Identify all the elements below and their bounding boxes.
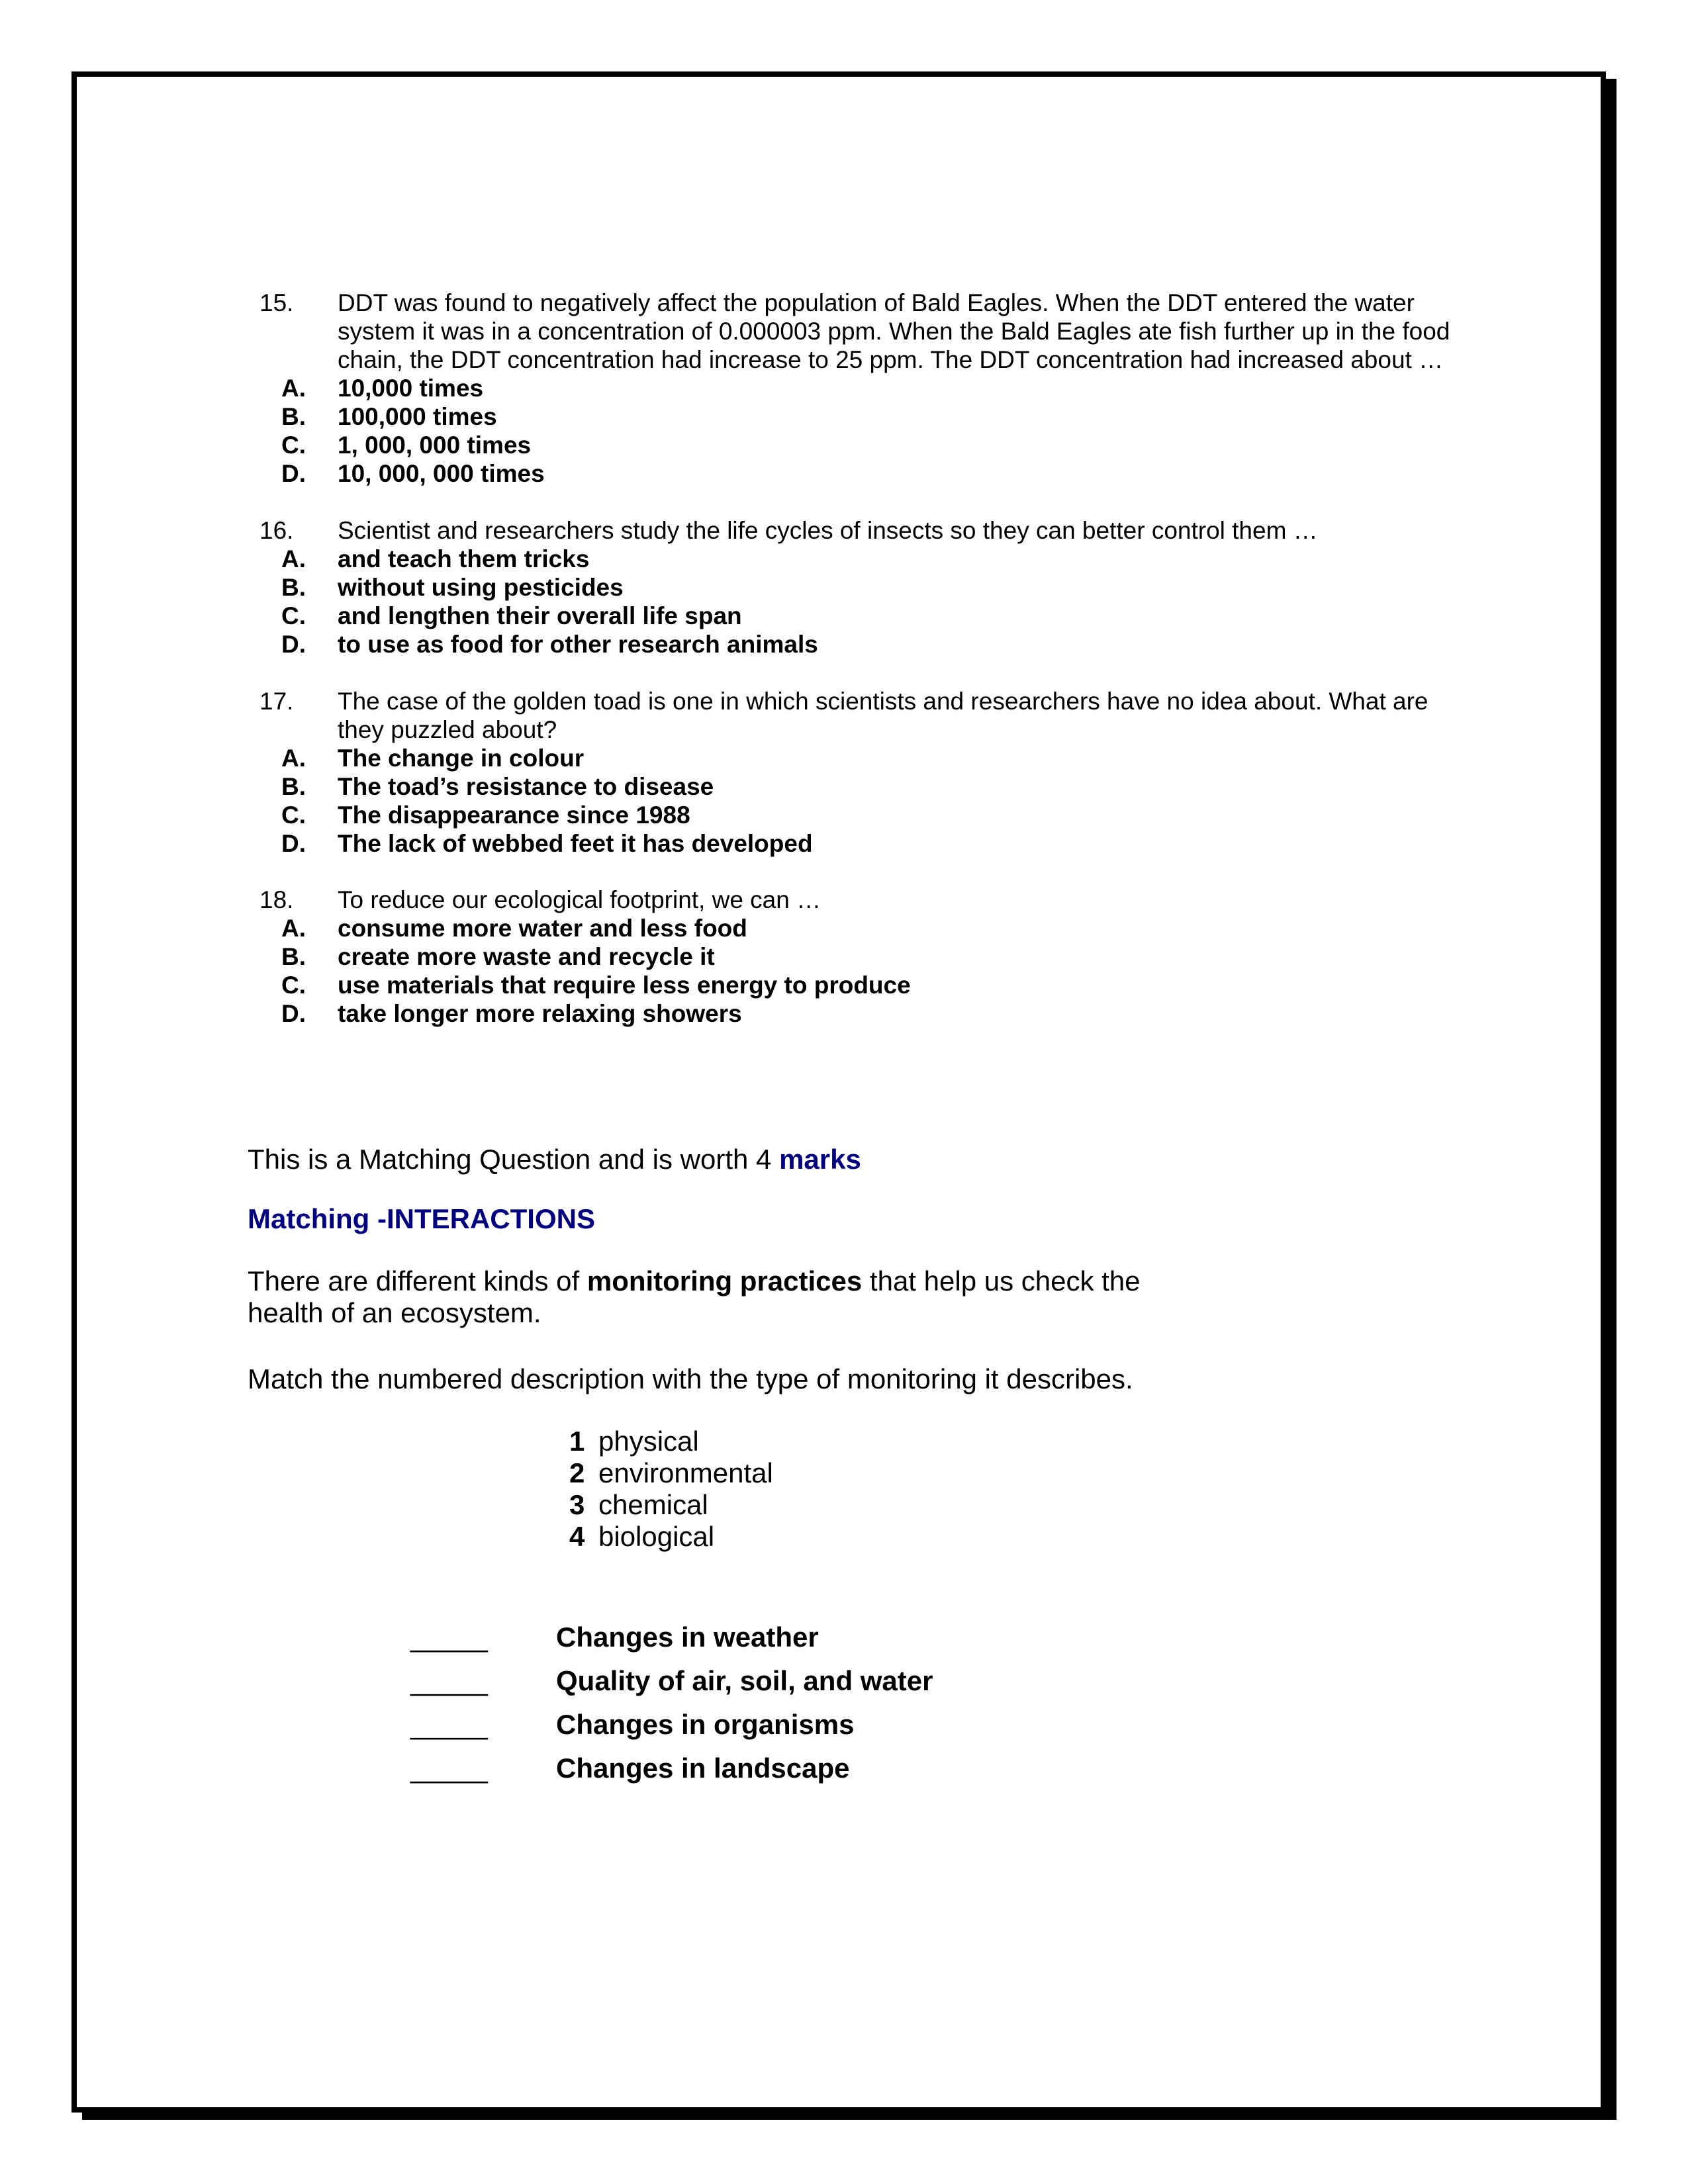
answer-option[interactable] <box>259 630 1484 659</box>
answer-option[interactable] <box>259 999 1484 1028</box>
question-16 <box>259 516 1484 659</box>
matching-instruction: Match the numbered description with the type of monitoring it describes. <box>248 1363 1133 1394</box>
option-text: and lengthen their overall life span <box>338 602 742 629</box>
legend-label: environmental <box>598 1457 773 1488</box>
legend-item <box>569 1457 773 1489</box>
answer-blank[interactable]: _____ <box>410 1665 488 1696</box>
option-text: 10,000 times <box>338 375 484 402</box>
matching-paragraph <box>248 1265 1141 1329</box>
option-text: 100,000 times <box>338 403 497 430</box>
answer-option[interactable] <box>259 459 1484 488</box>
paragraph-line <box>248 1265 1141 1297</box>
intro-marks: marks <box>779 1144 861 1175</box>
question-stem <box>338 516 1484 545</box>
option-letter: D. <box>281 830 306 857</box>
option-text: consume more water and less food <box>338 915 747 942</box>
legend-number: 2 <box>569 1457 585 1488</box>
answer-option[interactable] <box>259 971 1484 999</box>
question-stem <box>338 289 1484 374</box>
para-text-before: There are different kinds of <box>248 1265 580 1297</box>
option-letter: A. <box>281 915 306 942</box>
option-text: create more waste and recycle it <box>338 943 715 970</box>
option-text: without using pesticides <box>338 574 624 601</box>
matching-description: Changes in landscape <box>556 1752 850 1784</box>
option-text: 1, 000, 000 times <box>338 432 532 459</box>
para-bold-term: monitoring practices <box>586 1265 863 1297</box>
intro-text: This is a Matching Question and is worth 4 <box>248 1144 772 1175</box>
legend-label: physical <box>598 1426 699 1457</box>
matching-description: Changes in organisms <box>556 1709 855 1740</box>
answer-option[interactable] <box>259 402 1484 431</box>
answer-option[interactable] <box>259 829 1484 858</box>
matching-row <box>410 1709 933 1752</box>
option-letter: C. <box>281 432 306 459</box>
stem-line: Scientist and researchers study the life cycles of insects so they can better control them … <box>338 517 1318 544</box>
option-letter: B. <box>281 943 306 970</box>
stem-line: To reduce our ecological footprint, we can … <box>338 886 821 913</box>
option-letter: D. <box>281 631 306 658</box>
question-number: 18. <box>259 886 294 913</box>
stem-line: The case of the golden toad is one in which scientists and researchers have no idea about. What are <box>338 688 1429 715</box>
answer-option[interactable] <box>259 942 1484 971</box>
matching-description: Changes in weather <box>556 1621 819 1653</box>
question-15 <box>259 289 1484 488</box>
question-number: 15. <box>259 289 294 316</box>
monitoring-types-legend <box>569 1426 773 1553</box>
option-letter: C. <box>281 801 306 829</box>
stem-line: chain, the DDT concentration had increase to 25 ppm. The DDT concentration had increased about … <box>338 346 1444 373</box>
option-letter: A. <box>281 375 306 402</box>
answer-option[interactable] <box>259 573 1484 602</box>
question-18 <box>259 886 1484 1028</box>
matching-row <box>410 1752 933 1796</box>
answer-blank[interactable]: _____ <box>410 1752 488 1784</box>
legend-number: 1 <box>569 1426 585 1457</box>
legend-item <box>569 1521 773 1553</box>
legend-item <box>569 1489 773 1521</box>
stem-line: they puzzled about? <box>338 716 557 743</box>
option-letter: B. <box>281 773 306 800</box>
question-stem-row <box>259 516 1484 545</box>
matching-description: Quality of air, soil, and water <box>556 1665 933 1696</box>
answer-option[interactable] <box>259 801 1484 829</box>
answer-blank[interactable]: _____ <box>410 1621 488 1653</box>
option-letter: D. <box>281 460 306 487</box>
answer-blank[interactable]: _____ <box>410 1709 488 1740</box>
matching-items <box>410 1621 933 1796</box>
option-text: The disappearance since 1988 <box>338 801 690 829</box>
answer-option[interactable] <box>259 772 1484 801</box>
answer-option[interactable] <box>259 744 1484 772</box>
option-letter: B. <box>281 574 306 601</box>
option-text: 10, 000, 000 times <box>338 460 545 487</box>
matching-row <box>410 1621 933 1665</box>
answer-option[interactable] <box>259 431 1484 459</box>
question-stem <box>338 687 1484 744</box>
answer-option[interactable] <box>259 545 1484 573</box>
question-stem-row <box>259 687 1484 744</box>
stem-line: DDT was found to negatively affect the population of Bald Eagles. When the DDT entered the water <box>338 289 1415 316</box>
option-text: The lack of webbed feet it has developed <box>338 830 813 857</box>
option-text: The toad’s resistance to disease <box>338 773 714 800</box>
paragraph-line: health of an ecosystem. <box>248 1297 541 1328</box>
question-stem-row <box>259 289 1484 374</box>
option-letter: A. <box>281 745 306 772</box>
legend-label: chemical <box>598 1489 708 1520</box>
legend-number: 3 <box>569 1489 585 1520</box>
question-number: 16. <box>259 517 294 544</box>
legend-label: biological <box>598 1521 715 1552</box>
option-text: to use as food for other research animals <box>338 631 818 658</box>
matching-row <box>410 1665 933 1709</box>
matching-intro <box>248 1144 861 1175</box>
option-letter: C. <box>281 972 306 999</box>
option-text: use materials that require less energy to produce <box>338 972 911 999</box>
answer-option[interactable] <box>259 602 1484 630</box>
answer-option[interactable] <box>259 914 1484 942</box>
option-text: The change in colour <box>338 745 585 772</box>
answer-option[interactable] <box>259 374 1484 402</box>
option-letter: D. <box>281 1000 306 1027</box>
question-number: 17. <box>259 688 294 715</box>
legend-item <box>569 1426 773 1457</box>
stem-line: system it was in a concentration of 0.000003 ppm. When the Bald Eagles ate fish further up in the food <box>338 318 1450 345</box>
option-text: take longer more relaxing showers <box>338 1000 742 1027</box>
option-letter: B. <box>281 403 306 430</box>
option-text: and teach them tricks <box>338 545 590 572</box>
matching-heading: Matching -INTERACTIONS <box>248 1203 595 1234</box>
legend-number: 4 <box>569 1521 585 1552</box>
option-letter: C. <box>281 602 306 629</box>
option-letter: A. <box>281 545 306 572</box>
question-17 <box>259 687 1484 858</box>
question-stem <box>338 886 1484 914</box>
question-stem-row <box>259 886 1484 914</box>
para-text-after: that help us check the <box>869 1265 1141 1297</box>
